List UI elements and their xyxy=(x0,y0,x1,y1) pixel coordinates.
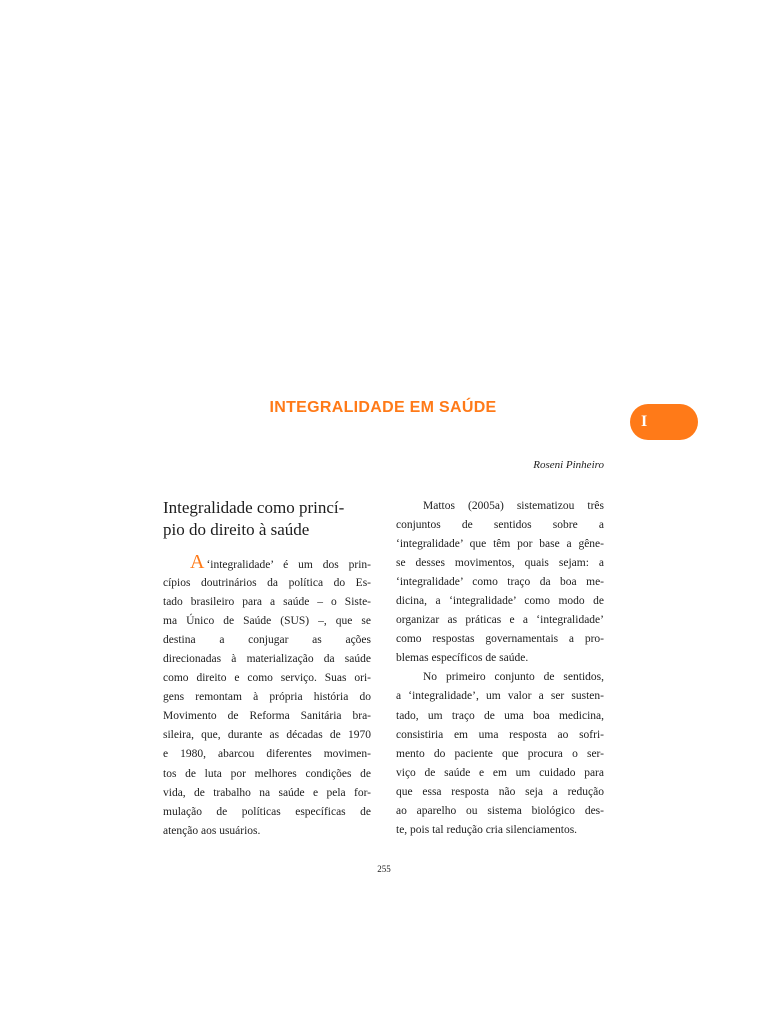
section-heading xyxy=(163,497,373,541)
paragraph-line: dicina, a ‘integralidade’ como modo de xyxy=(396,595,604,608)
chapter-title: INTEGRALIDADE EM SAÚDE xyxy=(269,399,497,416)
paragraph-line: atenção aos usuários. xyxy=(163,824,261,837)
paragraph-line: mulação de políticas específicas de xyxy=(163,805,371,818)
section-heading-line: Integralidade como princí- xyxy=(163,498,345,517)
paragraph-line: tado brasileiro para a saúde – o Siste- xyxy=(163,596,371,609)
paragraph-line: como direito e como serviço. Suas ori- xyxy=(163,672,371,685)
right-column xyxy=(396,497,604,840)
paragraph-line: ‘integralidade’ que têm por base a gêne- xyxy=(396,538,604,551)
paragraph-line: cípios doutrinários da política do Es- xyxy=(163,577,371,590)
paragraph-line: direcionadas à materialização da saúde xyxy=(163,653,371,666)
drop-cap: A xyxy=(190,551,205,573)
paragraph-line: conjuntos de sentidos sobre a xyxy=(396,519,604,532)
paragraph-line: organizar as práticas e a ‘integralidade’ xyxy=(396,614,604,627)
paragraph-line: ‘integralidade’ como traço da boa me- xyxy=(396,576,604,589)
paragraph-line: mento do paciente que procura o ser- xyxy=(396,747,604,760)
paragraph-line: como respostas governamentais a pro- xyxy=(396,633,604,646)
chapter-marker: I xyxy=(641,413,648,430)
paragraph-line: a ‘integralidade’, um valor a ser susten- xyxy=(396,690,604,703)
paragraph-line: sileira, que, durante as décadas de 1970 xyxy=(163,729,371,742)
paragraph-line: te, pois tal redução cria silenciamentos. xyxy=(396,823,578,836)
paragraph-line: e 1980, abarcou diferentes movimen- xyxy=(163,748,371,761)
paragraph-line: ao aparelho ou sistema biológico des- xyxy=(396,804,604,817)
paragraph-line-text: ‘integralidade’ é um dos prin- xyxy=(206,559,371,571)
paragraph-line: destina a conjugar as ações xyxy=(163,634,371,647)
paragraph-line: Movimento de Reforma Sanitária bra- xyxy=(163,710,371,723)
paragraph-line xyxy=(163,551,371,574)
paragraph-line: consistiria em uma resposta ao sofri- xyxy=(396,728,604,741)
paragraph-line: gens remontam à própria história do xyxy=(163,691,371,704)
chapter-tab xyxy=(630,404,698,440)
paragraph-line: se desses movimentos, quais sejam: a xyxy=(396,557,604,570)
paragraph-line: tos de luta por melhores condições de xyxy=(163,767,371,780)
page-number: 255 xyxy=(377,864,391,874)
left-column xyxy=(163,551,371,841)
paragraph-line: que essa resposta não seja a redução xyxy=(396,785,604,798)
paragraph-line: viço de saúde e em um cuidado para xyxy=(396,766,604,779)
section-heading-line: pio do direito à saúde xyxy=(163,520,310,539)
paragraph-line: ma Único de Saúde (SUS) –, que se xyxy=(163,615,371,628)
paragraph-line: No primeiro conjunto de sentidos, xyxy=(423,671,604,684)
paragraph-line: vida, de trabalho na saúde e pela for- xyxy=(163,786,371,799)
paragraph-line: tado, um traço de uma boa medicina, xyxy=(396,709,604,722)
paragraph-line: blemas específicos de saúde. xyxy=(396,652,529,665)
author-name: Roseni Pinheiro xyxy=(533,459,604,471)
paragraph-line: Mattos (2005a) sistematizou três xyxy=(423,500,604,512)
